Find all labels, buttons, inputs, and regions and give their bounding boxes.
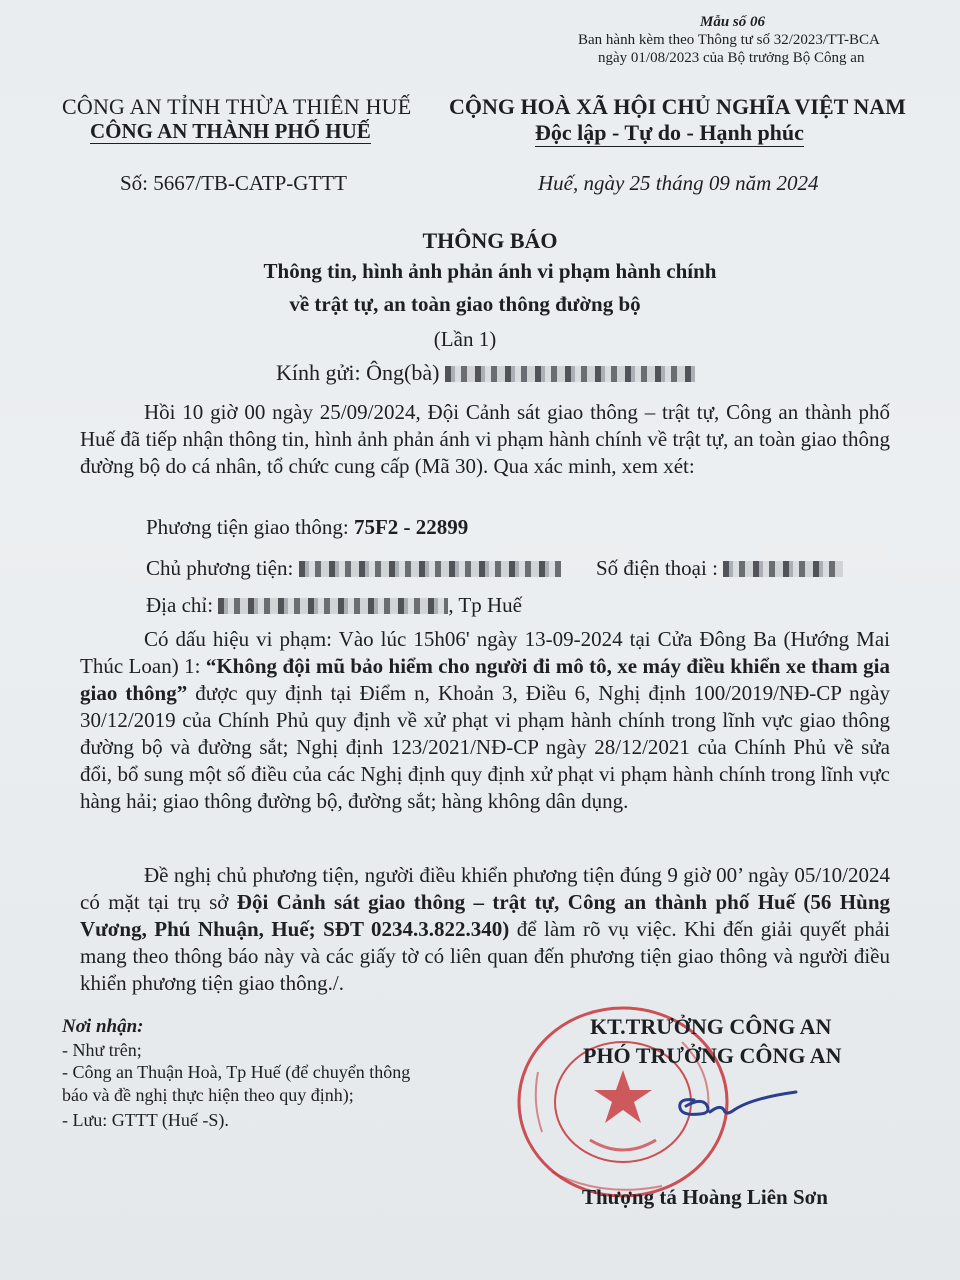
redacted-phone-number [723,561,843,577]
violation-description: “Không đội mũ bảo hiểm cho người đi mô tô, xe máy điều khiển xe tham gia giao thông” [80,654,890,705]
notice-attempt: (Lần 1) [433,327,497,351]
recipient-line [276,360,695,386]
issuing-organization [90,119,371,144]
vehicle-line [146,515,468,540]
recipients-item: - Công an Thuận Hoà, Tp Huế (để chuyển thông [62,1062,411,1082]
paragraph-request [80,862,890,997]
owner-line [146,556,561,581]
redacted-owner-name [299,561,561,577]
vehicle-label: Phương tiện giao thông: [146,515,354,539]
recipients-item: báo và đề nghị thực hiện theo quy định); [62,1085,354,1105]
request-instructions: để làm rõ vụ việc. Khi đến giải quyết phải mang theo thông báo này và các giấy tờ có liên quan đến phương tiện giao thông và người điều khiển phương tiện giao thông./. [80,917,890,995]
recipients-item: - Như trên; [62,1040,142,1060]
signer-name: Thượng tá Hoàng Liên Sơn [582,1185,828,1209]
request-location: Đội Cảnh sát giao thông – trật tự, Công an thành phố Huế (56 Hùng Vương, Phú Nhuận, Huế; SĐT 0234.3.822.340) [80,890,890,941]
recipients-item: - Lưu: GTTT (Huế -S). [62,1110,229,1130]
redacted-recipient-name [445,366,695,382]
recipient-label: Kính gửi: Ông(bà) [276,360,440,385]
violation-intro: Có dấu hiệu vi phạm: Vào lúc 15h06' ngày 13-09-2024 tại Cửa Đông Ba (Hướng Mai Thúc Loan) 1: [80,627,890,678]
request-intro: Đề nghị chủ phương tiện, người điều khiển phương tiện đúng 9 giờ 00’ ngày 05/10/2024 có mặt tại trụ sở [80,863,890,914]
parent-organization: CÔNG AN TỈNH THỪA THIÊN HUẾ [62,94,412,119]
document-subtitle-1: Thông tin, hình ảnh phản ánh vi phạm hành chính [263,259,717,283]
signature-title-1: KT.TRƯỞNG CÔNG AN [590,1014,832,1039]
phone-line [596,556,843,581]
redacted-address [218,598,448,614]
paragraph-intro: Hồi 10 giờ 00 ngày 25/09/2024, Đội Cảnh sát giao thông – trật tự, Công an thành phố Huế đã tiếp nhận thông tin, hình ảnh phản ánh vi phạm hành chính về trật tự, an toàn giao thông đường bộ do cá nhân, tổ chức cung cấp (Mã 30). Qua xác minh, xem xét: [80,400,890,478]
recipients-heading: Nơi nhận: [62,1016,144,1037]
address-label: Địa chỉ: [146,593,214,617]
violation-legal-basis: được quy định tại Điểm n, Khoản 3, Điều 6, Nghị định 100/2019/NĐ-CP ngày 30/12/2019 của Chính Phủ quy định về xử phạt vi phạm hành chính trong lĩnh vực giao thông đường bộ và đường sắt; Nghị định 123/2021/NĐ-CP ngày 28/12/2021 của Chính Phủ về sửa đổi, bổ sung một số điều của các Nghị định quy định xử phạt vi phạm hành chính trong lĩnh vực hàng hải; giao thông đường bộ, đường sắt; hàng không dân dụng. [80,681,890,813]
owner-label: Chủ phương tiện: [146,556,294,580]
form-reference-line-2: ngày 01/08/2023 của Bộ trưởng Bộ Công an [598,50,865,66]
national-title: CỘNG HOÀ XÃ HỘI CHỦ NGHĨA VIỆT NAM [449,94,906,119]
form-number: Mẫu số 06 [700,14,766,30]
national-motto: Độc lập - Tự do - Hạnh phúc [535,120,804,145]
place-and-date: Huế, ngày 25 tháng 09 năm 2024 [538,171,819,195]
address-line [146,593,522,618]
form-reference-line-1: Ban hành kèm theo Thông tư số 32/2023/TT-BCA [578,32,880,48]
document-subtitle-2: về trật tự, an toàn giao thông đường bộ [289,292,641,316]
paragraph-violation [80,626,890,815]
vehicle-plate: 75F2 - 22899 [353,515,469,539]
document-number: Số: 5667/TB-CATP-GTTT [120,171,347,195]
document-title: THÔNG BÁO [422,228,558,253]
signature-title-2: PHÓ TRƯỞNG CÔNG AN [583,1043,842,1068]
handwritten-signature-icon [672,1086,802,1132]
issuing-organization-text: CÔNG AN THÀNH PHỐ HUẾ [90,119,371,143]
address-suffix: , Tp Huế [448,593,522,617]
phone-label: Số điện thoại : [596,556,718,580]
